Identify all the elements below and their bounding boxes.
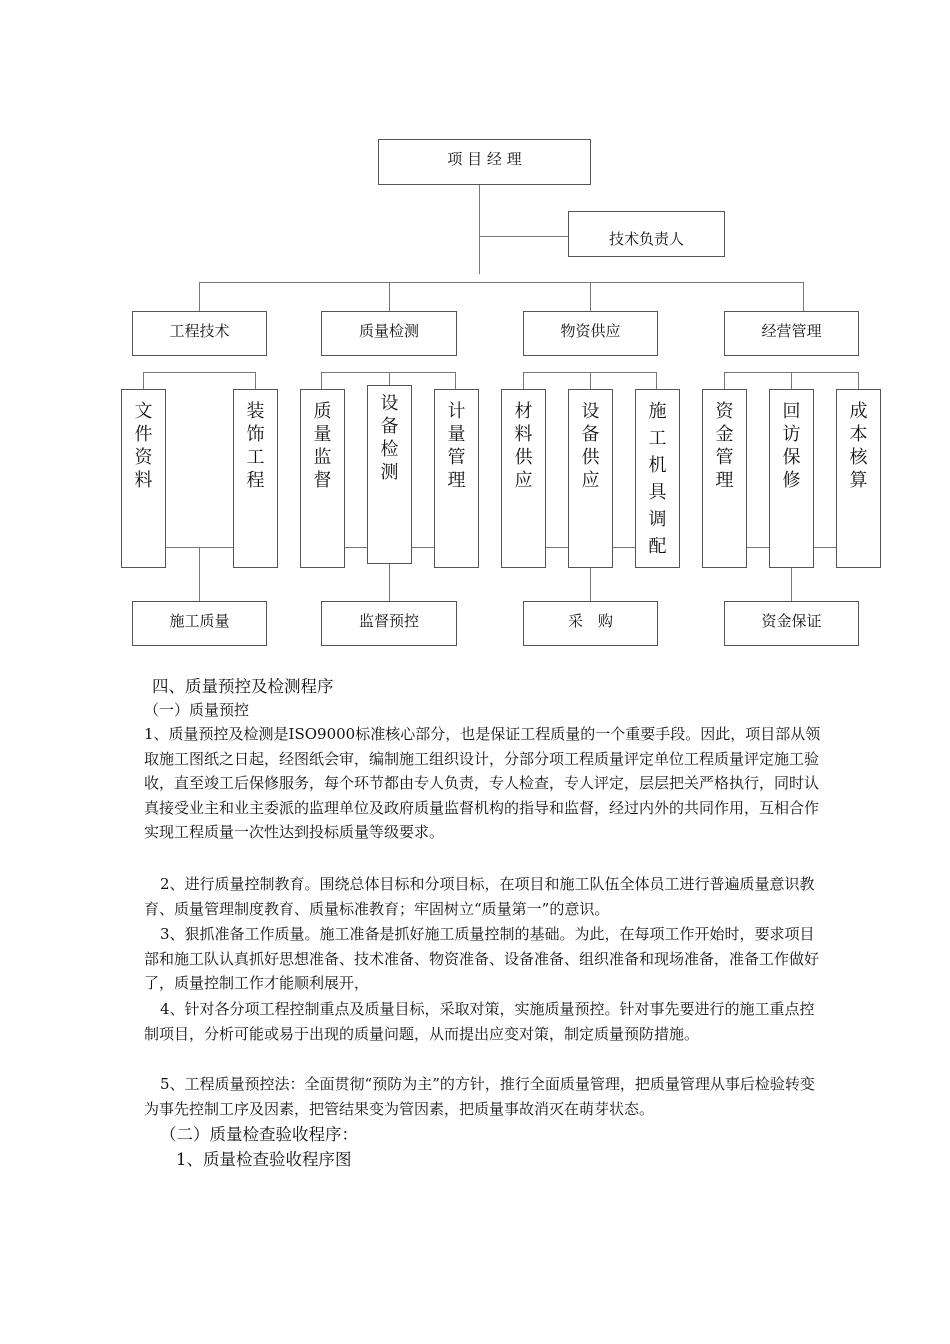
output-funds-guarantee-box: 资金保证 [724,601,859,646]
unit-label: 成 本 核 算 [849,401,868,491]
connector [590,282,591,312]
paragraph-1 [144,722,824,845]
paragraph-2 [144,872,824,921]
unit-warranty-box [769,389,814,568]
tech-lead-box: 技术负责人 [568,211,725,257]
connector [523,372,524,389]
dept-materials-box: 物资供应 [523,311,658,356]
dept-engineering-box: 工程技术 [132,311,267,356]
connector [143,372,255,373]
connector [255,372,256,389]
paragraph-text: 3、狠抓准备工作质量。施工准备是抓好施工质量控制的基础。为此，在每项工作开始时，要求项目部和施工队认真抓好思想准备、技术准备、物资准备、设备准备、组织准备和现场准备，准备工作做好了，质量控制工作才能顺利展开， [144,925,820,993]
output-supervision-box: 监督预控 [321,601,457,646]
connector [321,372,322,389]
sub-heading-prevention: （一）质量预控 [144,701,250,719]
unit-label: 质 量 监 督 [313,401,332,491]
connector [803,282,804,312]
section-heading: 四、质量预控及检测程序 [152,677,334,696]
unit-metrology-box [434,389,479,568]
connector [858,372,859,389]
dept-business-box: 经营管理 [724,311,859,356]
unit-funds-box [702,389,747,568]
sub-heading-inspection: （二）质量检查验收程序： [160,1125,358,1144]
connector [199,282,803,283]
unit-label: 设 备 检 测 [380,393,399,483]
connector [455,372,456,389]
sub-heading-flowchart: 1、质量检查验收程序图 [176,1150,352,1169]
unit-cost-box [836,389,881,568]
unit-label: 资 金 管 理 [715,401,734,491]
connector [321,372,455,373]
unit-label: 文 件 资 料 [134,401,153,491]
connector [389,372,390,385]
connector [199,547,200,602]
connector [590,372,591,389]
paragraph-text: 2、进行质量控制教育。围绕总体目标和分项目标，在项目和施工队伍全体员工进行普遍质量意识教育、质量管理制度教育、质量标准教育；牢固树立“质量第一”的意识。 [144,875,815,918]
unit-label: 设 备 供 应 [581,401,600,491]
project-manager-box: 项 目 经 理 [378,139,591,185]
unit-label: 施 工 机 具 调 配 [648,401,667,557]
paragraph-5 [144,1072,824,1121]
unit-label: 计 量 管 理 [447,401,466,491]
paragraph-text: 5、工程质量预控法：全面贯彻“预防为主”的方针，推行全面质量管理，把质量管理从事后检验转变为事先控制工序及因素，把管结果变为管因素，把质量事故消灭在萌芽状态。 [144,1075,815,1118]
unit-equipment-testing-box [367,385,412,564]
unit-decoration-box [233,389,278,568]
unit-documents-box [121,389,166,568]
connector [656,372,657,389]
paragraph-4 [144,997,824,1046]
connector [791,372,792,389]
unit-machinery-box [635,389,680,568]
connector [389,282,390,312]
connector [143,372,144,389]
paragraph-text: 1、质量预控及检测是ISO9000标准核心部分，也是保证工程质量的一个重要手段。因此，项目部从领取施工图纸之日起，经图纸会审，编制施工组织设计，分部分项工程质量评定单位工程质量评定施工验收，直至竣工后保修服务，每个环节都由专人负责，专人检查，专人评定，层层把关严格执行，同时认真接受业主和业主委派的监理单位及政府质量监督机构的指导和监督，经过内外的共同作用，互相合作实现工程质量一次性达到投标质量等级要求。 [144,725,821,842]
dept-quality-box: 质量检测 [321,311,457,356]
paragraph-text: 4、针对各分项工程控制重点及质量目标，采取对策，实施质量预控。针对事先要进行的施工重点控制项目，分析可能或易于出现的质量问题，从而提出应变对策，制定质量预防措施。 [144,1000,815,1043]
connector [199,282,200,312]
unit-quality-supervision-box [300,389,345,568]
unit-label: 回 访 保 修 [782,401,801,491]
connector [479,236,569,237]
output-construction-quality-box: 施工质量 [132,601,267,646]
connector [724,372,725,389]
unit-equipment-supply-box [568,389,613,568]
unit-material-supply-box [501,389,546,568]
output-procurement-box: 采 购 [523,601,658,646]
unit-label: 材 料 供 应 [514,401,533,491]
unit-label: 装 饰 工 程 [246,401,265,491]
connector [479,184,480,274]
paragraph-3 [144,922,824,996]
